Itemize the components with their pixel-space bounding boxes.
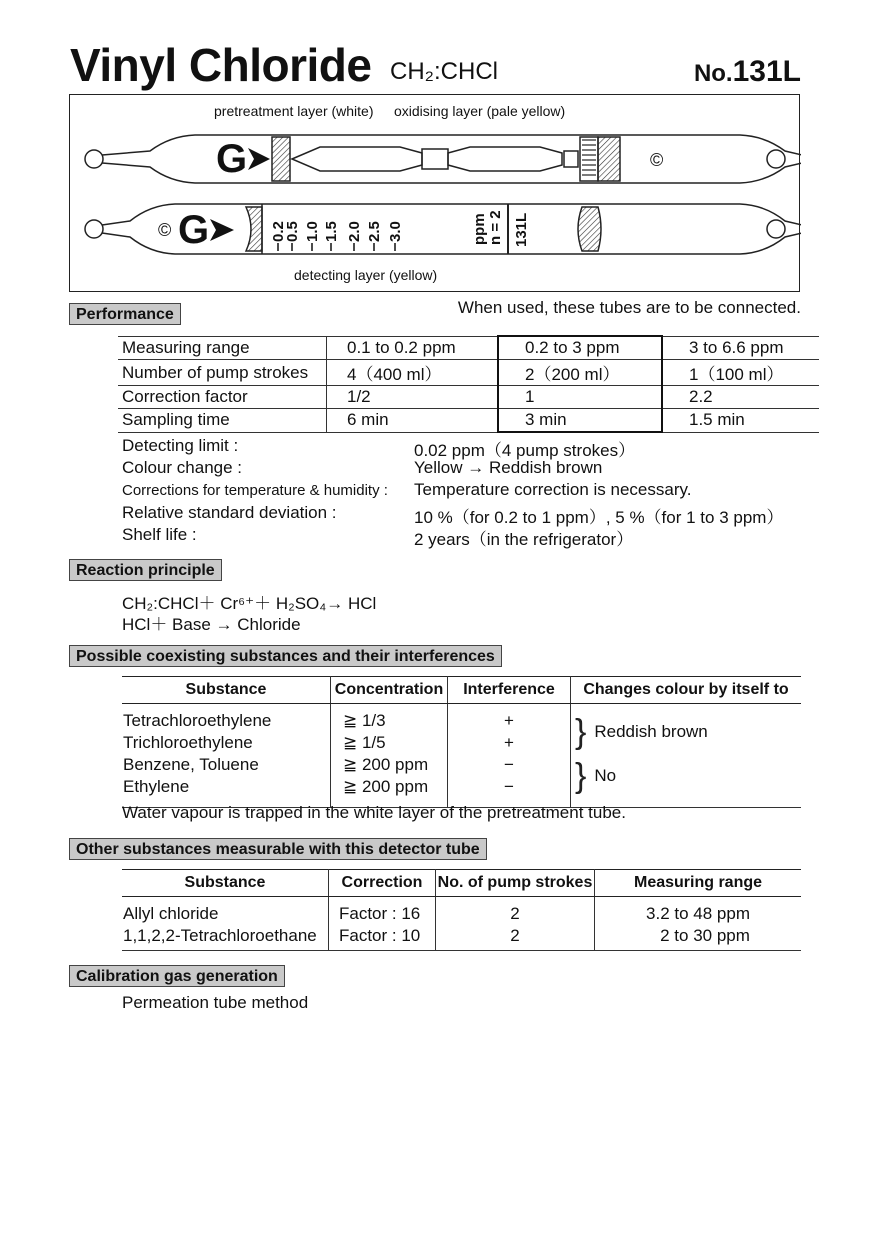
detail-value: Yellow → Reddish brown <box>414 458 603 477</box>
table-cell: 3 to 6.6 ppm <box>662 336 819 360</box>
performance-heading: Performance <box>69 303 181 325</box>
table-cell: Number of pump strokes <box>118 360 327 386</box>
table-cell: 1.5 min <box>662 409 819 433</box>
concentration-value: ≧ 1/3 <box>343 711 386 730</box>
tube-code-label: 131L <box>513 212 530 247</box>
column-header: Measuring range <box>595 870 802 897</box>
detail-label: Relative standard deviation : <box>122 503 337 522</box>
detecting-layer-label: detecting layer (yellow) <box>294 267 438 283</box>
reaction-line-2: HCl＋ Base → Chloride <box>122 615 301 634</box>
page-title: Vinyl Chloride <box>70 39 372 91</box>
brace-icon: } <box>575 757 587 795</box>
interference-sign: − <box>504 777 514 796</box>
scale-label: 2.0 <box>346 221 363 242</box>
scale-label: 1.0 <box>304 221 321 242</box>
logo-arrow-top <box>248 148 270 170</box>
interference-table <box>122 676 801 808</box>
table-cell: 1/2 <box>327 386 499 409</box>
table-cell: 2.2 <box>662 386 819 409</box>
detail-value: 10 %（for 0.2 to 1 ppm）, 5 %（for 1 to 3 ppm） <box>414 508 784 527</box>
table-cell: 6 min <box>327 409 499 433</box>
interference-sign: − <box>504 755 514 774</box>
table-cell: 4（400 ml） <box>327 360 499 386</box>
interference-sign: + <box>504 711 514 730</box>
table-row <box>118 360 819 386</box>
water-vapour-note: Water vapour is trapped in the white layer of the pretreatment tube. <box>122 803 626 822</box>
calibration-heading: Calibration gas generation <box>69 965 285 987</box>
concentration-value: ≧ 200 ppm <box>343 777 429 796</box>
oxidising-layer-label: oxidising layer (pale yellow) <box>394 103 566 119</box>
range-value: 3.2 to 48 ppm <box>646 904 750 923</box>
chemical-formula: CH₂:CHCl <box>390 58 498 85</box>
substance-name: Benzene, Toluene <box>123 755 259 774</box>
pretreatment-layer-label: pretreatment layer (white) <box>214 103 374 119</box>
interference-sign: + <box>504 733 514 752</box>
strokes-value: 2 <box>510 904 520 923</box>
detail-label: Colour change : <box>122 458 243 477</box>
calibration-method: Permeation tube method <box>122 993 309 1012</box>
tube-diagram <box>69 94 800 292</box>
table-row <box>118 336 819 360</box>
brace-icon: } <box>575 713 587 751</box>
scale-label: 1.5 <box>323 221 340 242</box>
table-cell: Sampling time <box>118 409 327 433</box>
correction-value: Factor : 16 <box>339 904 421 923</box>
table-cell: 2（200 ml） <box>498 360 662 386</box>
performance-table <box>118 335 819 433</box>
connected-note: When used, these tubes are to be connected. <box>457 298 801 317</box>
substance-name: 1,1,2,2-Tetrachloroethane <box>123 926 317 945</box>
logo-arrow-bottom <box>210 219 234 241</box>
strokes-value: 2 <box>510 926 520 945</box>
detail-label: Detecting limit : <box>122 436 239 455</box>
pretreatment-lines <box>582 140 596 175</box>
range-value: 2 to 30 ppm <box>660 926 750 945</box>
pretreatment-tube <box>85 135 801 183</box>
table-body-row <box>122 704 801 808</box>
correction-value: Factor : 10 <box>339 926 421 945</box>
colour-change-value: Reddish brown <box>594 722 708 741</box>
scale-label: 3.0 <box>387 221 404 242</box>
interferences-heading: Possible coexisting substances and their interferences <box>69 645 502 667</box>
table-row <box>118 409 819 433</box>
table-cell: 0.2 to 3 ppm <box>498 336 662 360</box>
scale-label: 0.5 <box>284 221 301 242</box>
detail-label: Corrections for temperature & humidity : <box>122 482 388 499</box>
table-cell: 0.1 to 0.2 ppm <box>327 336 499 360</box>
detail-value: 2 years（in the refrigerator） <box>414 530 634 549</box>
reaction-line-1: CH₂:CHCl＋ Cr⁶⁺＋ H₂SO₄→ HCl <box>122 594 377 613</box>
scale-marks <box>270 210 530 251</box>
table-row <box>118 386 819 409</box>
detail-value: 0.02 ppm（4 pump strokes） <box>414 441 636 460</box>
scale-unit-label: ppm <box>471 213 488 245</box>
table-cell: Correction factor <box>118 386 327 409</box>
copyright-icon-top: © <box>650 150 664 170</box>
detail-label: Shelf life : <box>122 525 197 544</box>
logo-g-bottom: G <box>178 208 210 252</box>
table-header-row <box>122 677 801 704</box>
copyright-icon-bottom: © <box>158 220 172 240</box>
column-header: Substance <box>122 677 331 704</box>
column-header: Interference <box>448 677 571 704</box>
table-cell: 1（100 ml） <box>662 360 819 386</box>
reaction-heading: Reaction principle <box>69 559 222 581</box>
column-header: No. of pump strokes <box>436 870 595 897</box>
column-header: Changes colour by itself to <box>571 677 802 704</box>
concentration-value: ≧ 200 ppm <box>343 755 429 774</box>
tube-illustration <box>70 95 801 293</box>
tube-number-value: 131L <box>732 55 801 88</box>
table-cell: 3 min <box>498 409 662 433</box>
concentration-value: ≧ 1/5 <box>343 733 386 752</box>
tube-number <box>694 55 801 89</box>
scale-label: 2.5 <box>366 221 383 242</box>
column-header: Substance <box>122 870 329 897</box>
table-header-row <box>122 870 801 897</box>
colour-change-value: No <box>594 766 617 785</box>
table-cell: 1 <box>498 386 662 409</box>
column-header: Correction <box>329 870 436 897</box>
tube-number-prefix: No. <box>693 60 733 87</box>
other-substances-heading: Other substances measurable with this detector tube <box>69 838 487 860</box>
detail-value: Temperature correction is necessary. <box>414 480 692 499</box>
table-body-row <box>122 897 801 951</box>
table-cell: Measuring range <box>118 336 327 360</box>
substance-name: Tetrachloroethylene <box>123 711 272 730</box>
substance-name: Trichloroethylene <box>123 733 253 752</box>
scale-n-label: n = 2 <box>487 210 504 245</box>
other-substances-table <box>122 869 801 951</box>
column-header: Concentration <box>331 677 448 704</box>
substance-name: Ethylene <box>123 777 190 796</box>
scale-label: 0.2 <box>270 221 287 242</box>
logo-g-top: G <box>216 137 248 181</box>
substance-name: Allyl chloride <box>123 904 219 923</box>
